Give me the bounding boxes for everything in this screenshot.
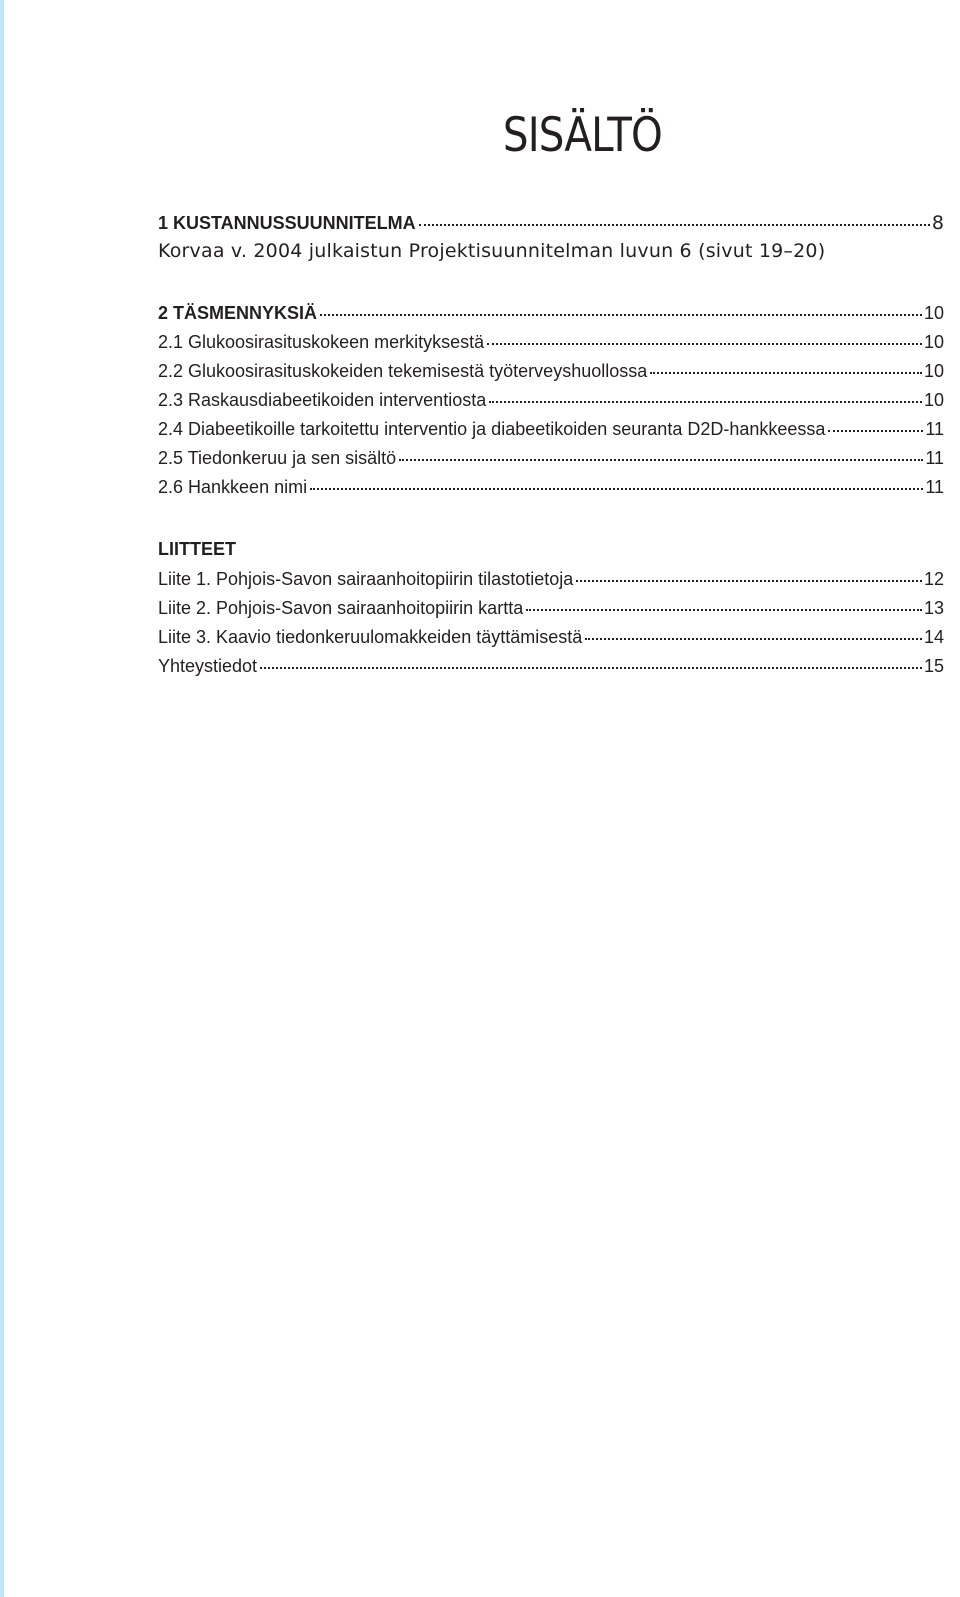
toc-entry-label: 2.1 Glukoosirasituskokeen merkityksestä	[158, 332, 485, 352]
toc-entry-page: 13	[923, 598, 944, 618]
toc-entry-label: Liite 2. Pohjois-Savon sairaanhoitopiirin kartta	[158, 598, 524, 618]
dot-leader	[576, 565, 922, 585]
page-edge-bar	[0, 0, 4, 1597]
toc-entry-label: 2.3 Raskausdiabeetikoiden interventiosta	[158, 390, 487, 410]
toc-entry-label: 2 TÄSMENNYKSIÄ	[158, 303, 318, 323]
dot-leader	[310, 473, 923, 493]
toc-entry-page: 15	[923, 656, 944, 676]
dot-leader	[487, 328, 922, 348]
toc-entry-label: 2.6 Hankkeen nimi	[158, 477, 308, 497]
toc-entry[interactable]	[158, 594, 944, 620]
toc-entry-label: 2.2 Glukoosirasituskokeiden tekemisestä työterveyshuollossa	[158, 361, 648, 381]
dot-leader	[526, 594, 922, 614]
toc-entry[interactable]	[158, 565, 944, 591]
toc-entry-label: 1 KUSTANNUSSUUNNITELMA	[158, 213, 416, 233]
toc-entry[interactable]	[158, 357, 944, 383]
section-note: Korvaa v. 2004 julkaistun Projektisuunnitelman luvun 6 (sivut 19–20)	[158, 240, 826, 262]
toc-entry-page: 12	[923, 569, 944, 589]
toc-entry-page: 11	[925, 419, 944, 439]
dot-leader	[419, 209, 930, 229]
toc-entry[interactable]	[158, 415, 944, 441]
toc-entry-label: 2.4 Diabeetikoille tarkoitettu interventio ja diabeetikoiden seuranta D2D-hankkeessa	[158, 419, 826, 439]
toc-entry-label: Yhteystiedot	[158, 656, 258, 676]
dot-leader	[260, 652, 922, 672]
toc-entry[interactable]	[158, 444, 944, 470]
toc-entry-page: 11	[925, 477, 944, 497]
dot-leader	[828, 415, 923, 435]
toc-entry-page: 10	[923, 390, 944, 410]
dot-leader	[650, 357, 922, 377]
toc-entry-label: Liite 1. Pohjois-Savon sairaanhoitopiirin tilastotietoja	[158, 569, 574, 589]
toc-entry-page: 10	[923, 303, 944, 323]
toc-entry[interactable]	[158, 386, 944, 412]
toc-entry-label: Liite 3. Kaavio tiedonkeruulomakkeiden täyttämisestä	[158, 627, 583, 647]
toc-entry[interactable]	[158, 652, 944, 678]
toc-entry-tasmennyksia[interactable]	[158, 299, 944, 325]
toc-entry-page: 10	[923, 361, 944, 381]
toc-entry-label: 2.5 Tiedonkeruu ja sen sisältö	[158, 448, 397, 468]
dot-leader	[399, 444, 923, 464]
toc-entry-page: 14	[923, 627, 944, 647]
dot-leader	[320, 299, 922, 319]
toc-entry-page: 8	[931, 212, 944, 234]
section-heading-liitteet: LIITTEET	[158, 539, 236, 559]
toc-entry[interactable]	[158, 473, 944, 499]
toc-entry[interactable]	[158, 623, 944, 649]
toc-entry[interactable]	[158, 328, 944, 354]
dot-leader	[489, 386, 922, 406]
toc-entry-page: 11	[925, 448, 944, 468]
dot-leader	[585, 623, 922, 643]
toc-entry-kustannussuunnitelma[interactable]	[158, 209, 944, 235]
toc-entry-page: 10	[923, 332, 944, 352]
page-title: SISÄLTÖ	[502, 108, 662, 163]
